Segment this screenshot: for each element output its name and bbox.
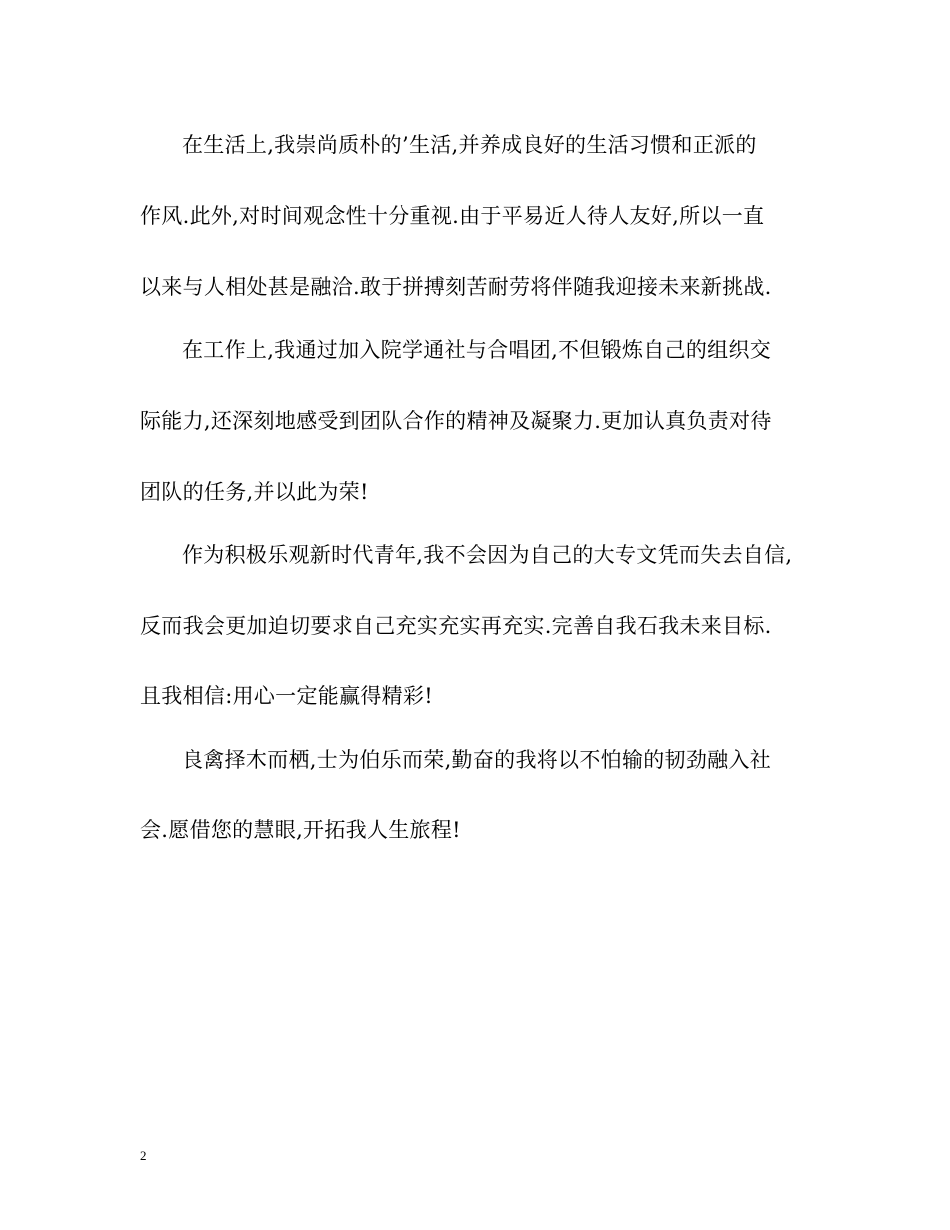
paragraph-1-line-3: 以来与人相处甚是融洽.敢于拼搏刻苦耐劳将伴随我迎接未来新挑战. <box>140 275 772 299</box>
paragraph-3-line-2: 反而我会更加迫切要求自己充实充实再充实.完善自我石我未来目标. <box>140 614 772 638</box>
paragraph-2-line-3: 团队的任务,并以此为荣! <box>140 480 369 504</box>
paragraph-3-line-3: 且我相信:用心一定能赢得精彩! <box>140 684 434 708</box>
page-number: 2 <box>140 1148 147 1163</box>
paragraph-3-line-1: 作为积极乐观新时代青年,我不会因为自己的大专文凭而失去自信, <box>182 543 793 567</box>
paragraph-2-line-1: 在工作上,我通过加入院学通社与合唱团,不但锻炼自己的组织交 <box>182 338 772 362</box>
paragraph-1-line-2: 作风.此外,对时间观念性十分重视.由于平易近人待人友好,所以一直 <box>140 204 765 228</box>
paragraph-1-line-1: 在生活上,我崇尚质朴的’生活,并养成良好的生活习惯和正派的 <box>182 133 757 157</box>
paragraph-4-line-1: 良禽择木而栖,士为伯乐而荣,勤奋的我将以不怕输的韧劲融入社 <box>182 748 772 772</box>
paragraph-4-line-2: 会.愿借您的慧眼,开拓我人生旅程! <box>140 818 461 842</box>
paragraph-2-line-2: 际能力,还深刻地感受到团队合作的精神及凝聚力.更加认真负责对待 <box>140 409 772 433</box>
